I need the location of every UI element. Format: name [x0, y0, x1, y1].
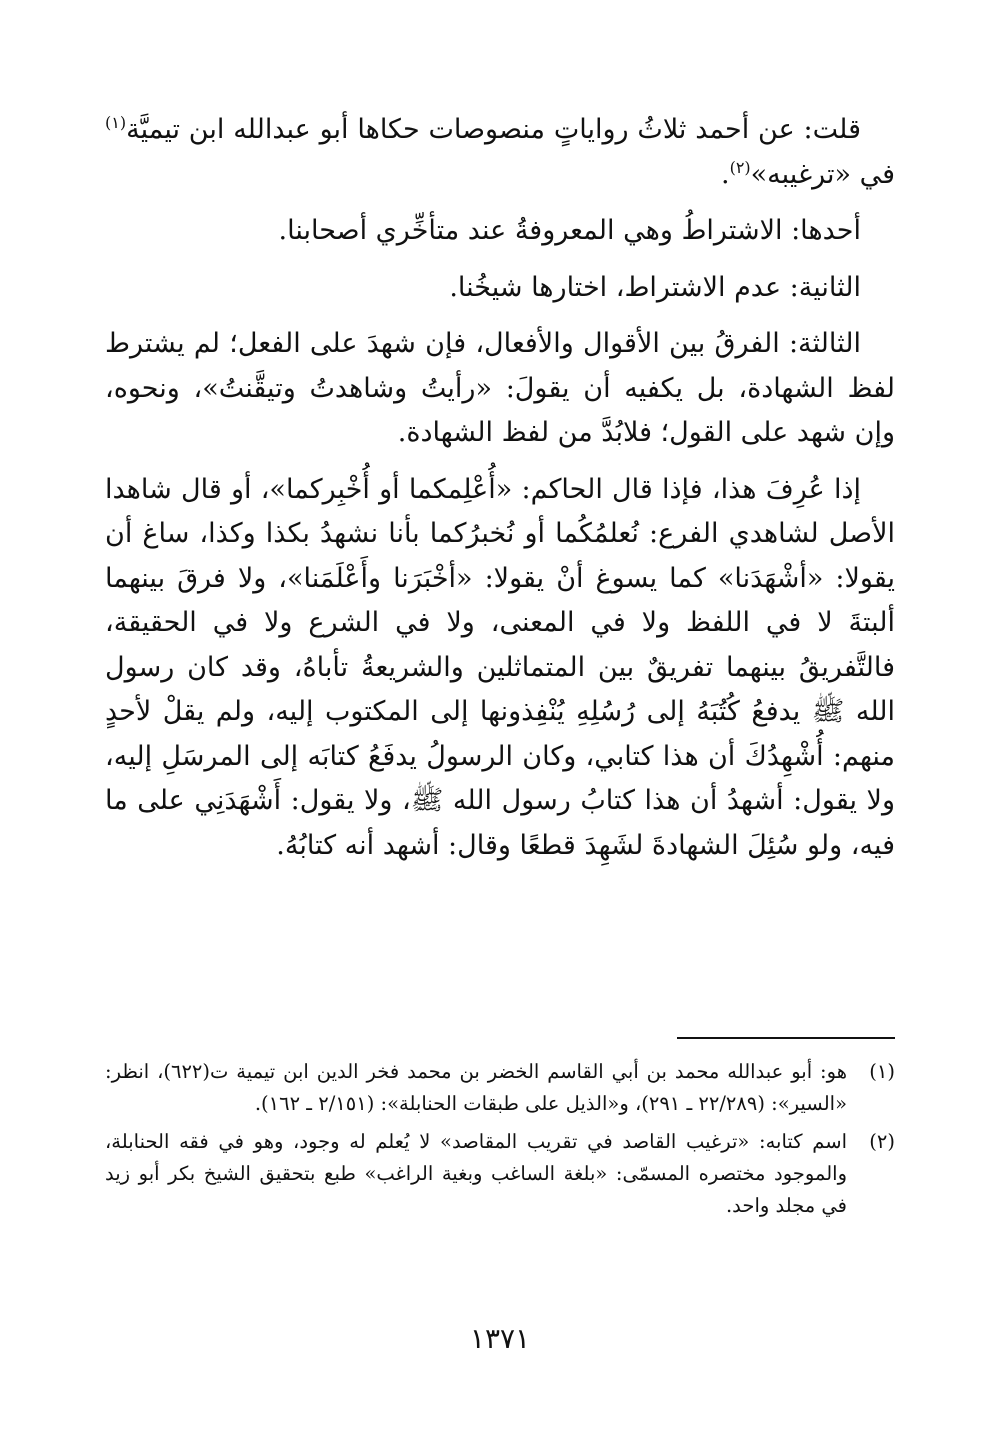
- footnote-2: [105, 1126, 895, 1222]
- paragraph-3: الثانية: عدم الاشتراط، اختارها شيخُنا.: [449, 271, 861, 303]
- paragraph-1: [105, 108, 895, 197]
- footnote-1-text: هو: أبو عبدالله محمد بن أبي القاسم الخضر بن محمد فخر الدين ابن تيمية ت(٦٢٢)، انظر: «السير»: (٢٢/٢٨٩ ـ ٢٩١)، و«الذيل على طبقات الحنابلة»: (٢/١٥١ ـ ١٦٢).: [105, 1060, 847, 1115]
- footnote-2-text: اسم كتابه: «ترغيب القاصد في تقريب المقاصد» لا يُعلم له وجود، وهو في فقه الحنابلة، والموجود مختصره المسمّى: «بلغة الساغب وبغية الراغب» طبع بتحقيق الشيخ بكر أبو زيد في مجلد واحد.: [105, 1130, 847, 1217]
- main-text: [105, 108, 895, 880]
- footnote-2-number: (٢): [869, 1130, 895, 1153]
- paragraph-4: الثالثة: الفرقُ بين الأقوال والأفعال، فإن شهدَ على الفعل؛ لم يشترط لفظ الشهادة، بل يكفيه أن يقولَ: «رأيتُ وشاهدتُ وتيقَّنتُ»، ونحوه، وإن شهد على القول؛ فلابُدَّ من لفظ الشهادة.: [105, 328, 895, 448]
- page-number: ١٣٧١: [469, 1322, 531, 1355]
- footnote-ref-1: (١): [105, 113, 127, 132]
- paragraph-1-text-b: في «ترغيبه»: [750, 158, 895, 190]
- footnotes: [105, 1056, 895, 1228]
- footnote-ref-2: (٢): [729, 157, 751, 177]
- footnote-divider: [677, 1037, 895, 1039]
- paragraph-1-text-c: .: [720, 158, 730, 190]
- footnote-1-number: (١): [869, 1060, 895, 1083]
- paragraph-2: أحدها: الاشتراطُ وهي المعروفةُ عند متأخِّري أصحابنا.: [278, 215, 861, 246]
- paragraph-1-text-a: قلت: عن أحمد ثلاثُ رواياتٍ منصوصات حكاها أبو عبدالله ابن تيميَّة: [126, 114, 861, 145]
- paragraph-5: إذا عُرِفَ هذا، فإذا قال الحاكم: «أُعْلِمكما أو أُخْبِركما»، أو قال شاهدا الأصل لشاهدي الفرع: نُعلمُكُما أو نُخبرُكما بأنا نشهدُ بكذا وكذا، ساغ أن يقولا: «أشْهَدَنا» كما يسوغ أنْ يقولا: «أخْبَرَنا وأَعْلَمَنا»، ولا فرقَ بينهما ألبتةَ لا في اللفظ ولا في المعنى، ولا في الشرع ولا في الحقيقة، فالتَّفريقُ بينهما تفريقٌ بين المتماثلين والشريعةُ تأباهُ، وقد كان رسول الله ﷺ يدفعُ كُتُبَهُ إلى رُسُلِهِ يُنْفِذونها إلى المكتوب إليه، ولم يقلْ لأحدٍ منهم: أُشْهِدُكَ أن هذا كتابي، وكان الرسولُ يدفَعُ كتابَه إلى المرسَلِ إليه، ولا يقول: أشهدُ أن هذا كتابُ رسول الله ﷺ، ولا يقول: أَشْهَدَنِي على ما فيه، ولو سُئِلَ الشهادةَ لشَهِدَ قطعًا وقال: أشهد أنه كتابُهُ.: [105, 473, 895, 861]
- footnote-1: [105, 1056, 895, 1120]
